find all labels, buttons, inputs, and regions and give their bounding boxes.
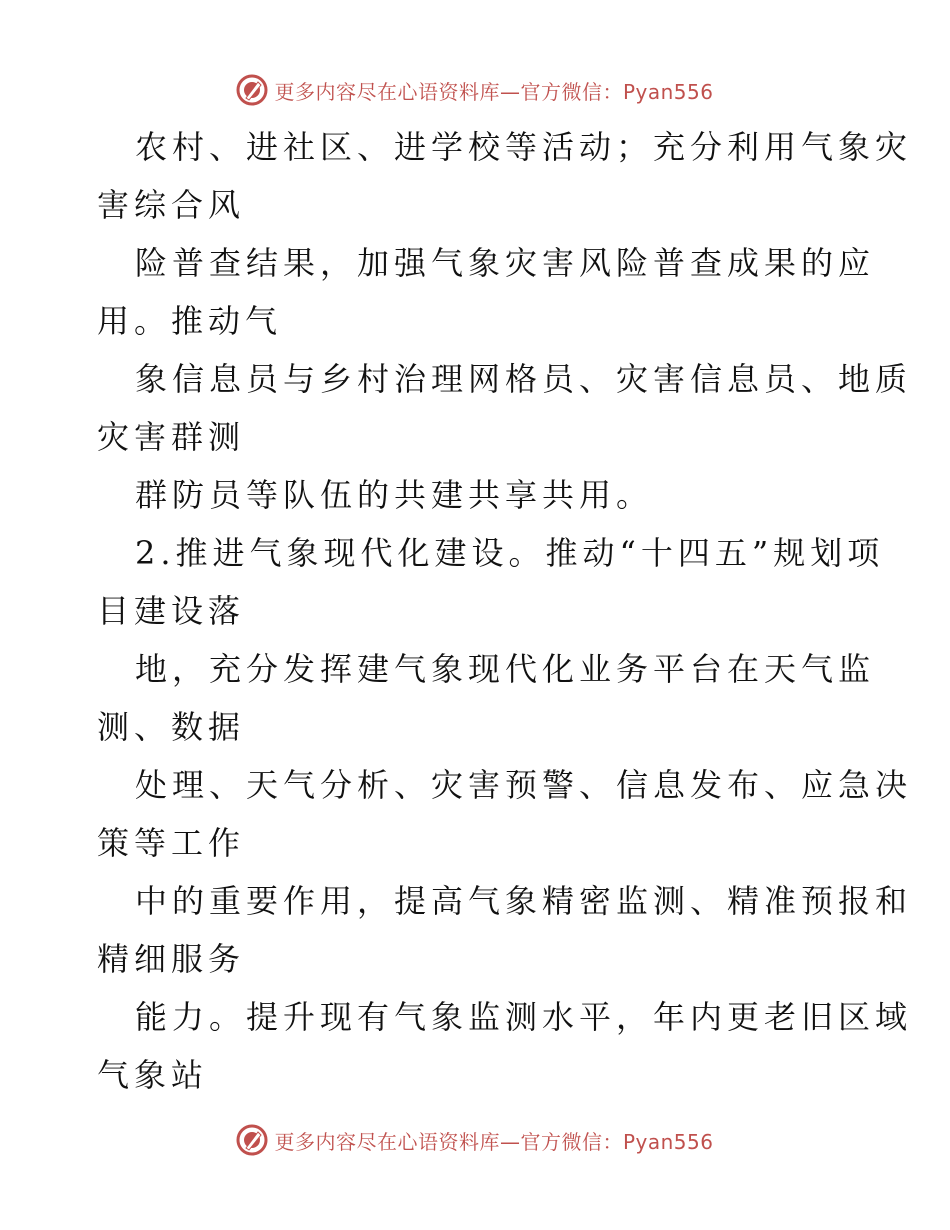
document-body bbox=[97, 118, 913, 1104]
body-line: 中的重要作用，提高气象精密监测、精准预报和 bbox=[135, 882, 913, 920]
body-line: 气象站 bbox=[97, 1056, 209, 1094]
header-banner-text: 更多内容尽在心语资料库—官方微信：Pyan556 bbox=[274, 79, 714, 104]
header-banner bbox=[0, 70, 950, 110]
body-line: 险普查结果，加强气象灾害风险普查成果的应 bbox=[135, 244, 876, 282]
footer-banner-text: 更多内容尽在心语资料库—官方微信：Pyan556 bbox=[274, 1129, 714, 1154]
pen-logo-icon bbox=[236, 1124, 268, 1156]
body-line: 害综合风 bbox=[97, 186, 246, 224]
body-line: 地，充分发挥建气象现代化业务平台在天气监 bbox=[135, 650, 876, 688]
body-line: 农村、进社区、进学校等活动；充分利用气象灾 bbox=[135, 128, 913, 166]
body-line: 象信息员与乡村治理网格员、灾害信息员、地质 bbox=[135, 360, 913, 398]
body-line: 灾害群测 bbox=[97, 418, 246, 456]
body-line: 处理、天气分析、灾害预警、信息发布、应急决 bbox=[135, 766, 913, 804]
pen-logo-icon bbox=[236, 74, 268, 106]
body-line: 2.推进气象现代化建设。推动“十四五”规划项 bbox=[135, 534, 885, 572]
body-line: 测、数据 bbox=[97, 708, 246, 746]
body-line: 能力。提升现有气象监测水平，年内更老旧区域 bbox=[135, 998, 913, 1036]
body-line: 精细服务 bbox=[97, 940, 246, 978]
body-line: 目建设落 bbox=[97, 592, 246, 630]
body-line: 群防员等队伍的共建共享共用。 bbox=[135, 476, 654, 514]
footer-banner bbox=[0, 1120, 950, 1160]
body-line: 策等工作 bbox=[97, 824, 246, 862]
body-line: 用。推动气 bbox=[97, 302, 283, 340]
